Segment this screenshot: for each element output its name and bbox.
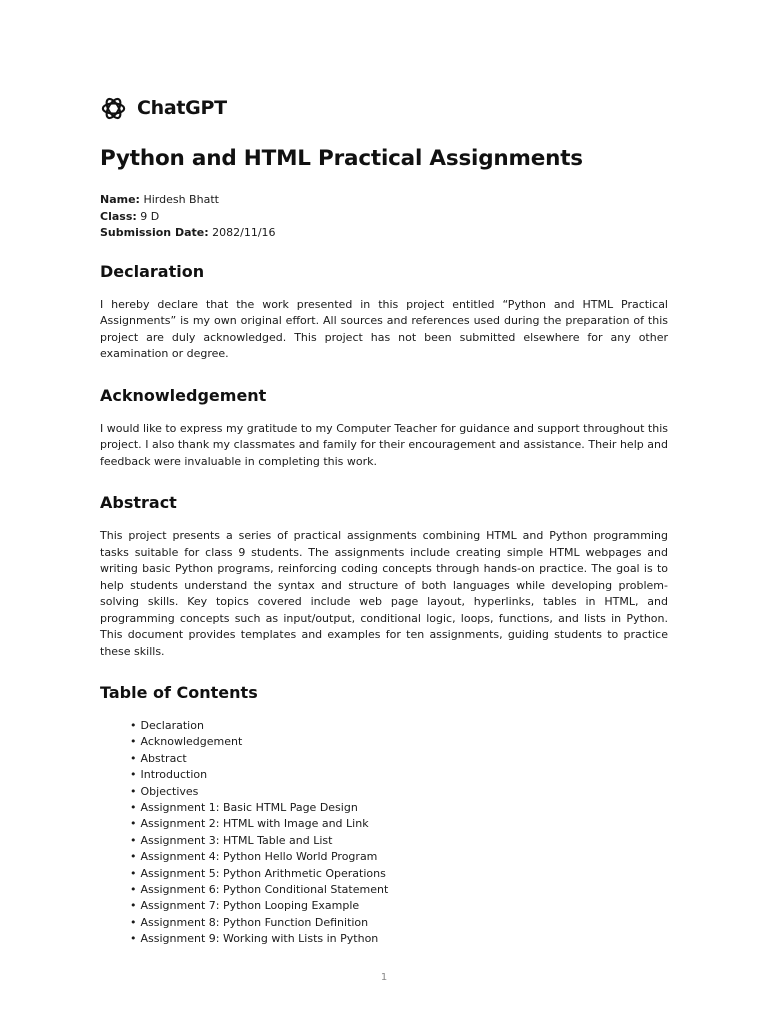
toc-item: • Declaration xyxy=(130,718,668,734)
declaration-heading: Declaration xyxy=(100,261,205,281)
page-number: 1 xyxy=(380,972,388,983)
meta-class xyxy=(100,209,668,226)
meta-class-value: 9 D xyxy=(140,209,160,223)
toc-item: • Introduction xyxy=(130,767,668,783)
toc-item: • Assignment 6: Python Conditional Statement xyxy=(130,882,668,898)
meta-class-label: Class: xyxy=(100,209,137,223)
document-page xyxy=(100,94,668,948)
abstract-body: This project presents a series of practical assignments combining HTML and Python programming tasks suitable for class 9 students. The assignments include creating simple HTML webpages and writing basic Python programs, reinforcing coding concepts through hands-on practice. The goal is to help students understand the syntax and structure of both languages while developing problem-solving skills. Key topics covered include web page layout, hyperlinks, tables in HTML, and programming concepts such as input/output, conditional logic, loops, functions, and lists in Python. This document provides templates and examples for ten assignments, guiding students to practice these skills. xyxy=(100,529,668,658)
openai-logo-icon xyxy=(100,95,127,122)
brand-name: ChatGPT xyxy=(137,97,227,119)
meta-name xyxy=(100,192,668,209)
document-title: Python and HTML Practical Assignments xyxy=(100,146,583,171)
toc-item: • Acknowledgement xyxy=(130,734,668,750)
toc-item: • Abstract xyxy=(130,751,668,767)
declaration-body: I hereby declare that the work presented in this project entitled “Python and HTML Practical Assignments” is my own original effort. All sources and references used during the preparation of this project are duly acknowledged. This project has not been submitted elsewhere for any other examination or degree. xyxy=(100,297,668,360)
brand-header xyxy=(100,94,668,122)
meta-submission-date xyxy=(100,225,668,242)
toc-item: • Assignment 4: Python Hello World Program xyxy=(130,849,668,865)
toc-item: • Assignment 5: Python Arithmetic Operations xyxy=(130,866,668,882)
toc-item: • Assignment 9: Working with Lists in Python xyxy=(130,931,668,947)
meta-name-value: Hirdesh Bhatt xyxy=(143,193,219,206)
toc-item: • Assignment 3: HTML Table and List xyxy=(130,833,668,849)
toc-item: • Assignment 8: Python Function Definition xyxy=(130,915,668,931)
toc-heading: Table of Contents xyxy=(100,683,258,702)
acknowledgement-body: I would like to express my gratitude to my Computer Teacher for guidance and support throughout this project. I also thank my classmates and family for their encouragement and assistance. Their help and feedback were invaluable in completing this work. xyxy=(100,421,668,468)
document-meta xyxy=(100,192,668,242)
toc-item: • Objectives xyxy=(130,784,668,800)
meta-name-label: Name: xyxy=(100,193,140,206)
meta-submission-date-value: 2082/11/16 xyxy=(212,226,276,239)
abstract-heading: Abstract xyxy=(100,493,177,512)
toc-item: • Assignment 1: Basic HTML Page Design xyxy=(130,800,668,816)
toc-list xyxy=(100,718,668,948)
acknowledgement-heading: Acknowledgement xyxy=(100,385,267,405)
meta-submission-date-label: Submission Date: xyxy=(100,226,209,239)
toc-item: • Assignment 2: HTML with Image and Link xyxy=(130,816,668,832)
toc-item: • Assignment 7: Python Looping Example xyxy=(130,898,668,914)
